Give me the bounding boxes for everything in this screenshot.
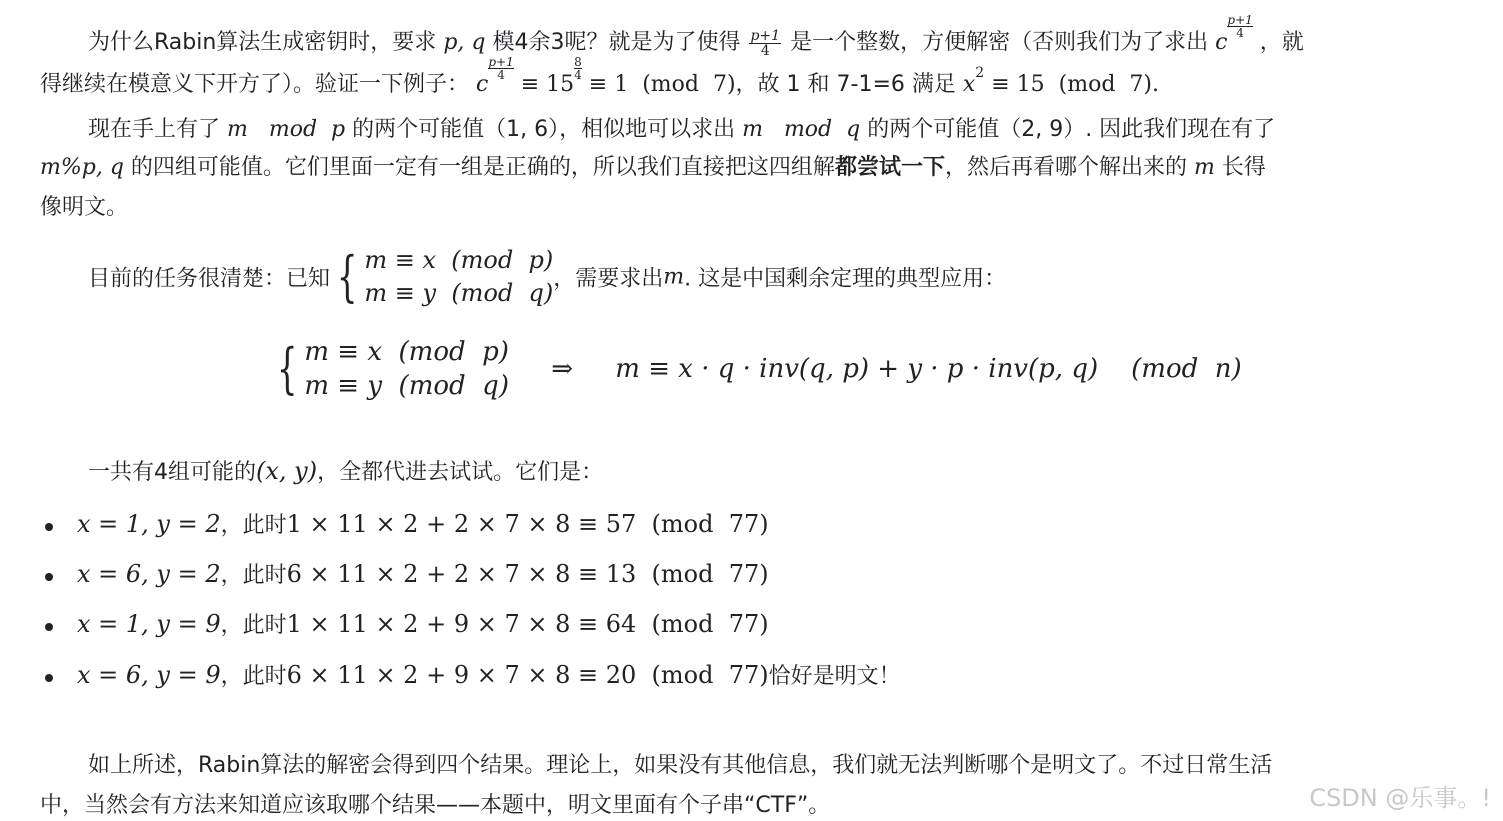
csdn-watermark: CSDN @乐事。! <box>1309 784 1491 812</box>
implies-arrow-icon: ⇒ <box>551 354 574 384</box>
bullet-icon <box>45 523 53 531</box>
paragraph-5-line-2: 中，当然会有方法来知道应该取哪个结果——本题中，明文里面有个子串“CTF”。 <box>40 793 831 818</box>
math-pq: p, q <box>443 30 486 55</box>
fraction-p1-4: $\frac{p+1}{4}$ <box>750 27 781 59</box>
left-brace-icon: { <box>276 337 298 400</box>
bullet-icon <box>45 623 53 631</box>
emphasis-text: 都尝试一下 <box>834 155 945 180</box>
paragraph-2-line-3: 像明文。 <box>40 195 129 220</box>
crt-display-equation: { m ≡ x (mod p) m ≡ y (mod q) ⇒ m ≡ x · q · inv(q, p) + y · p · inv(p, q) (mod n) <box>276 337 1242 401</box>
bullet-icon <box>45 674 53 682</box>
paragraph-1-line-2: 得继续在模意义下开方了）。验证一下例子： c $\frac{p+1}{4}$ ≡ 15 $\frac{8}{4}$ ≡ 1 (mod 7)，故 1 和 7-1=6 满足 x2 ≡ 15 (mod 7). <box>40 55 1159 97</box>
paragraph-1-line-1: 为什么Rabin算法生成密钥时，要求 p, q 模4余3呢？就是为了使得 $\frac{p+1}{4}$ 是一个整数，方便解密（否则我们为了求出 c $\frac{p+1}{4}$ ，就 <box>88 13 1304 59</box>
exponent-fraction: $\frac{p+1}{4}$ <box>1227 13 1253 40</box>
paragraph-2-line-2: m%p, q 的四组可能值。它们里面一定有一组是正确的，所以我们直接把这四组解都尝试一下，然后再看哪个解出来的 m 长得 <box>40 155 1266 180</box>
congruence-system-inline: { m ≡ x (mod p) m ≡ y (mod q) <box>336 245 554 308</box>
paragraph-3: 目前的任务很清楚：已知 { m ≡ x (mod p) m ≡ y (mod q) ，需要求出m. 这是中国剩余定理的典型应用： <box>88 245 1007 308</box>
paragraph-2-line-1: 现在手上有了 m mod p 的两个可能值（1, 6），相似地可以求出 m mod q 的两个可能值（2, 9）. 因此我们现在有了 <box>88 117 1276 142</box>
left-brace-icon: { <box>336 245 358 308</box>
paragraph-5-line-1: 如上所述，Rabin算法的解密会得到四个结果。理论上，如果没有其他信息，我们就无法判断哪个是明文了。不过日常生活 <box>88 753 1273 778</box>
paragraph-4: 一共有4组可能的(x, y)，全都代进去试试。它们是： <box>88 457 604 485</box>
bullet-icon <box>45 573 53 581</box>
